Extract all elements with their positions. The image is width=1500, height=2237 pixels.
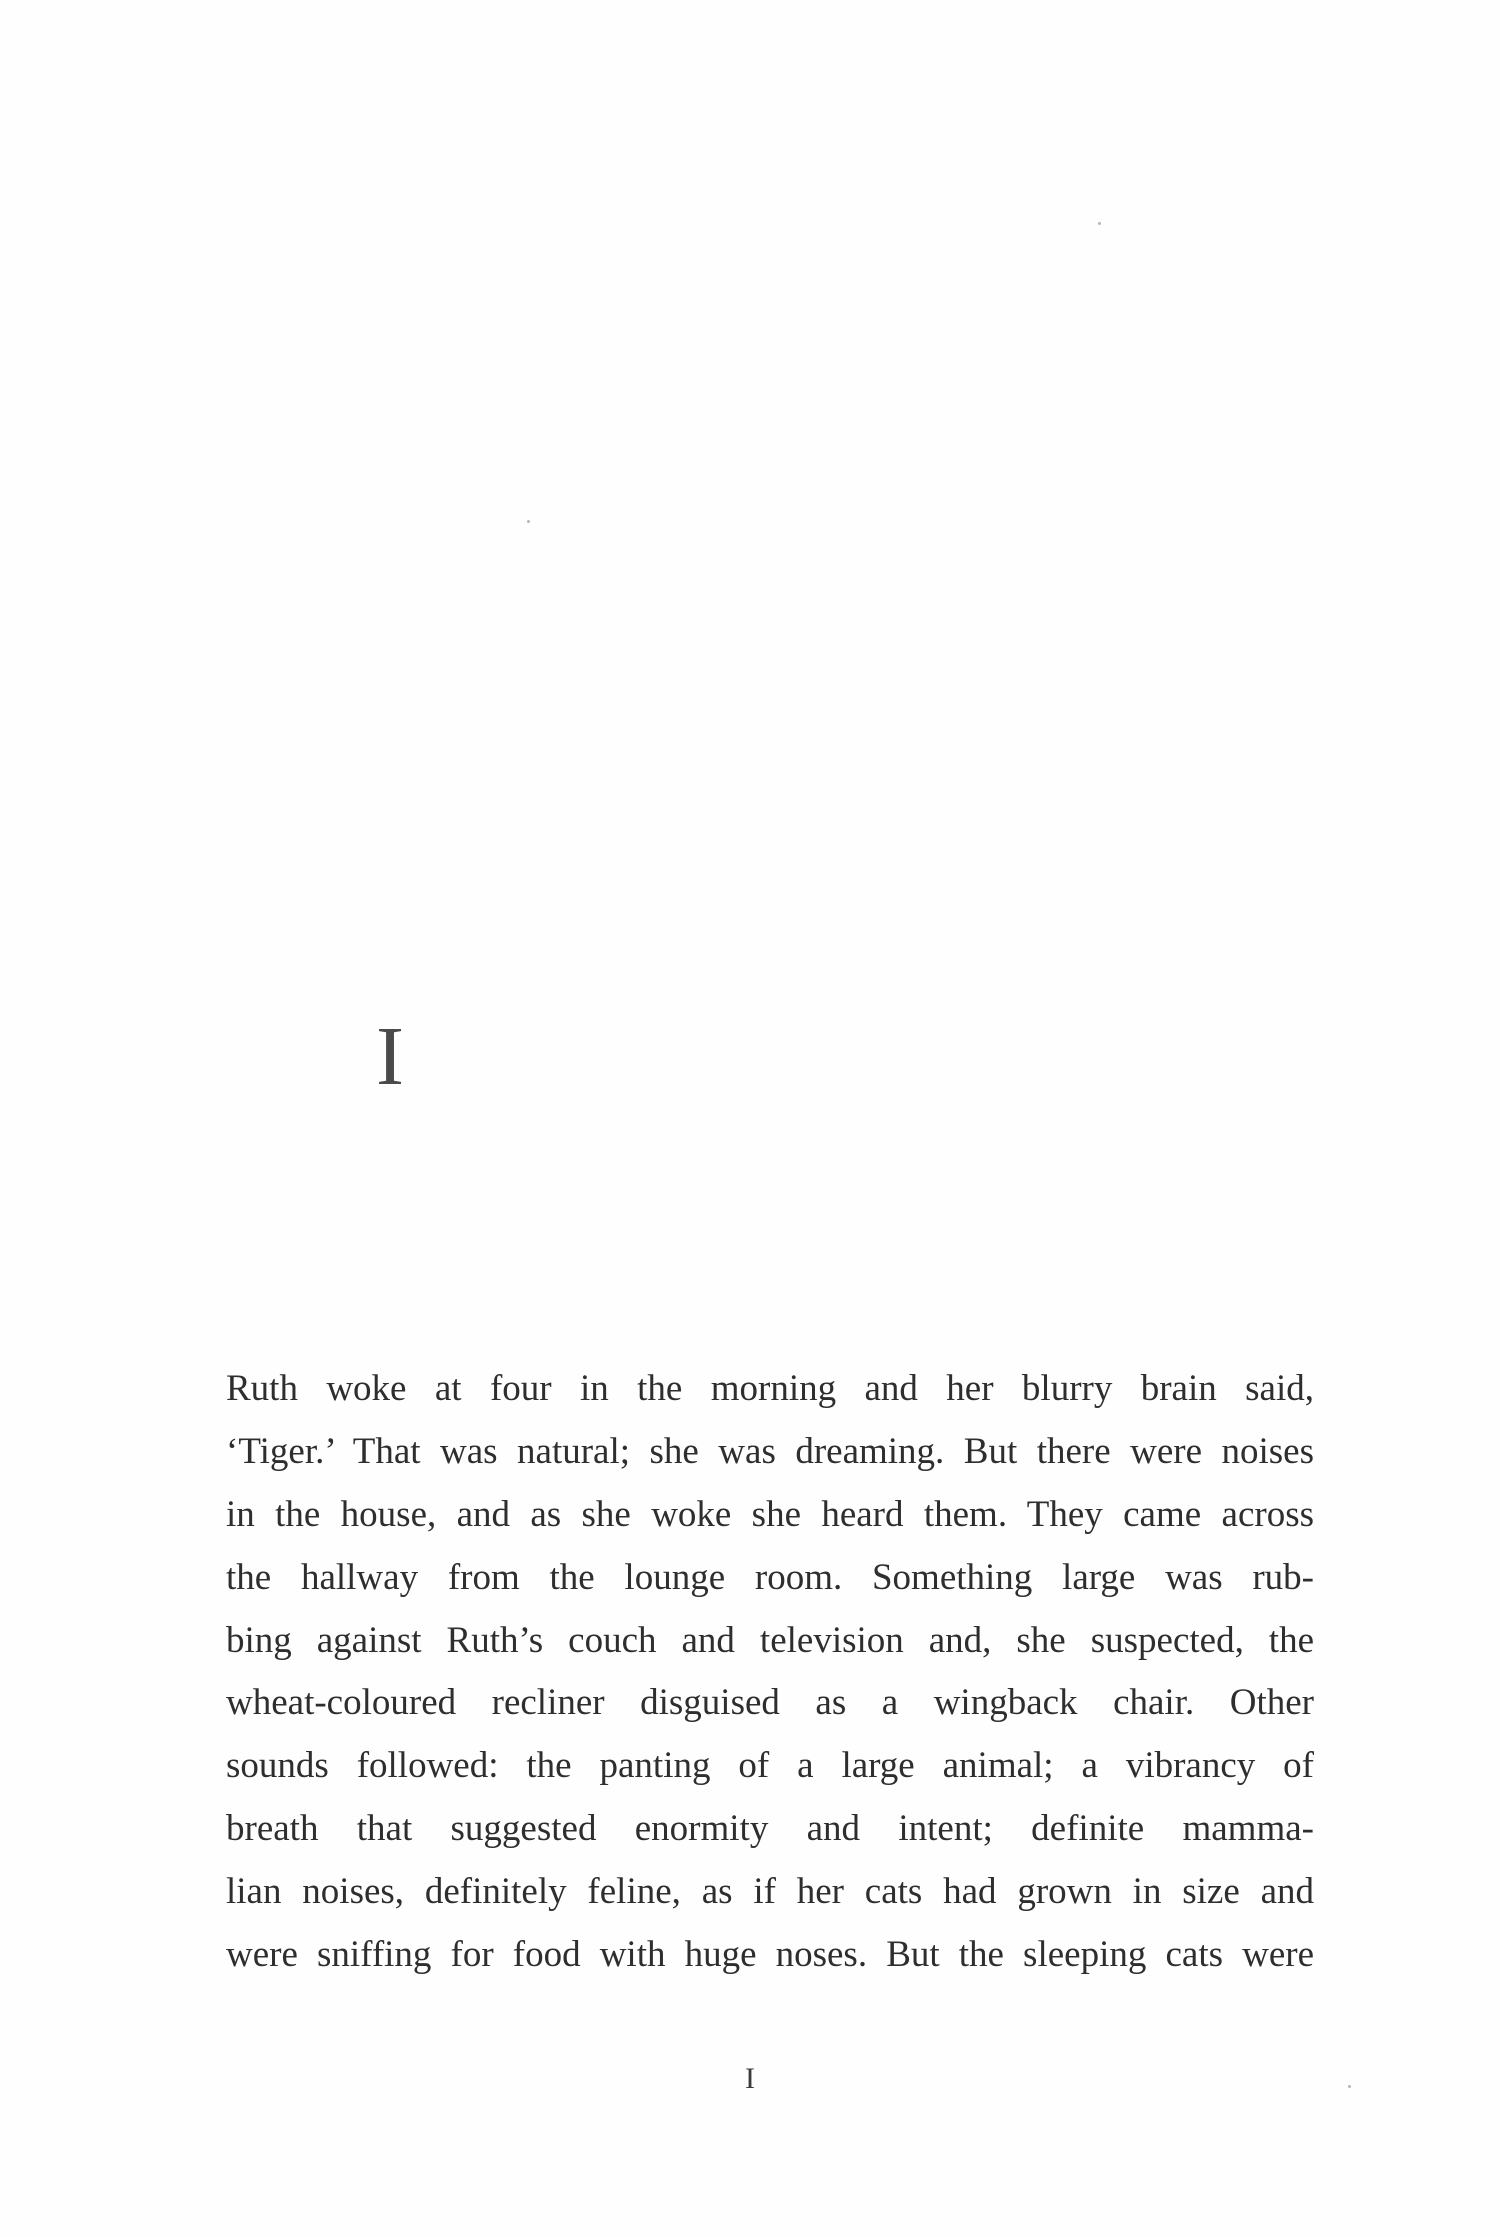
body-line: sounds followed: the panting of a large animal; a vibrancy of [226,1745,1314,1787]
body-line: in the house, and as she woke she heard them. They came across [226,1493,1314,1535]
scan-speck [1098,222,1101,225]
body-line: lian noises, definitely feline, as if her cats had grown in size and [226,1871,1314,1913]
body-paragraph [226,1358,1314,1987]
body-line: wheat-coloured recliner disguised as a wingback chair. Other [226,1682,1314,1724]
chapter-number: I [376,1010,404,1103]
body-line: bing against Ruth’s couch and television and, she suspected, the [226,1619,1314,1661]
body-line: the hallway from the lounge room. Something large was rub- [226,1556,1314,1598]
page-number: I [745,2062,755,2095]
scan-speck [527,520,530,523]
body-line: were sniffing for food with huge noses. But the sleeping cats were [226,1934,1314,1976]
body-line: ‘Tiger.’ That was natural; she was dreaming. But there were noises [226,1430,1314,1472]
body-line: breath that suggested enormity and intent; definite mamma- [226,1808,1314,1850]
body-line: Ruth woke at four in the morning and her blurry brain said, [226,1368,1314,1409]
